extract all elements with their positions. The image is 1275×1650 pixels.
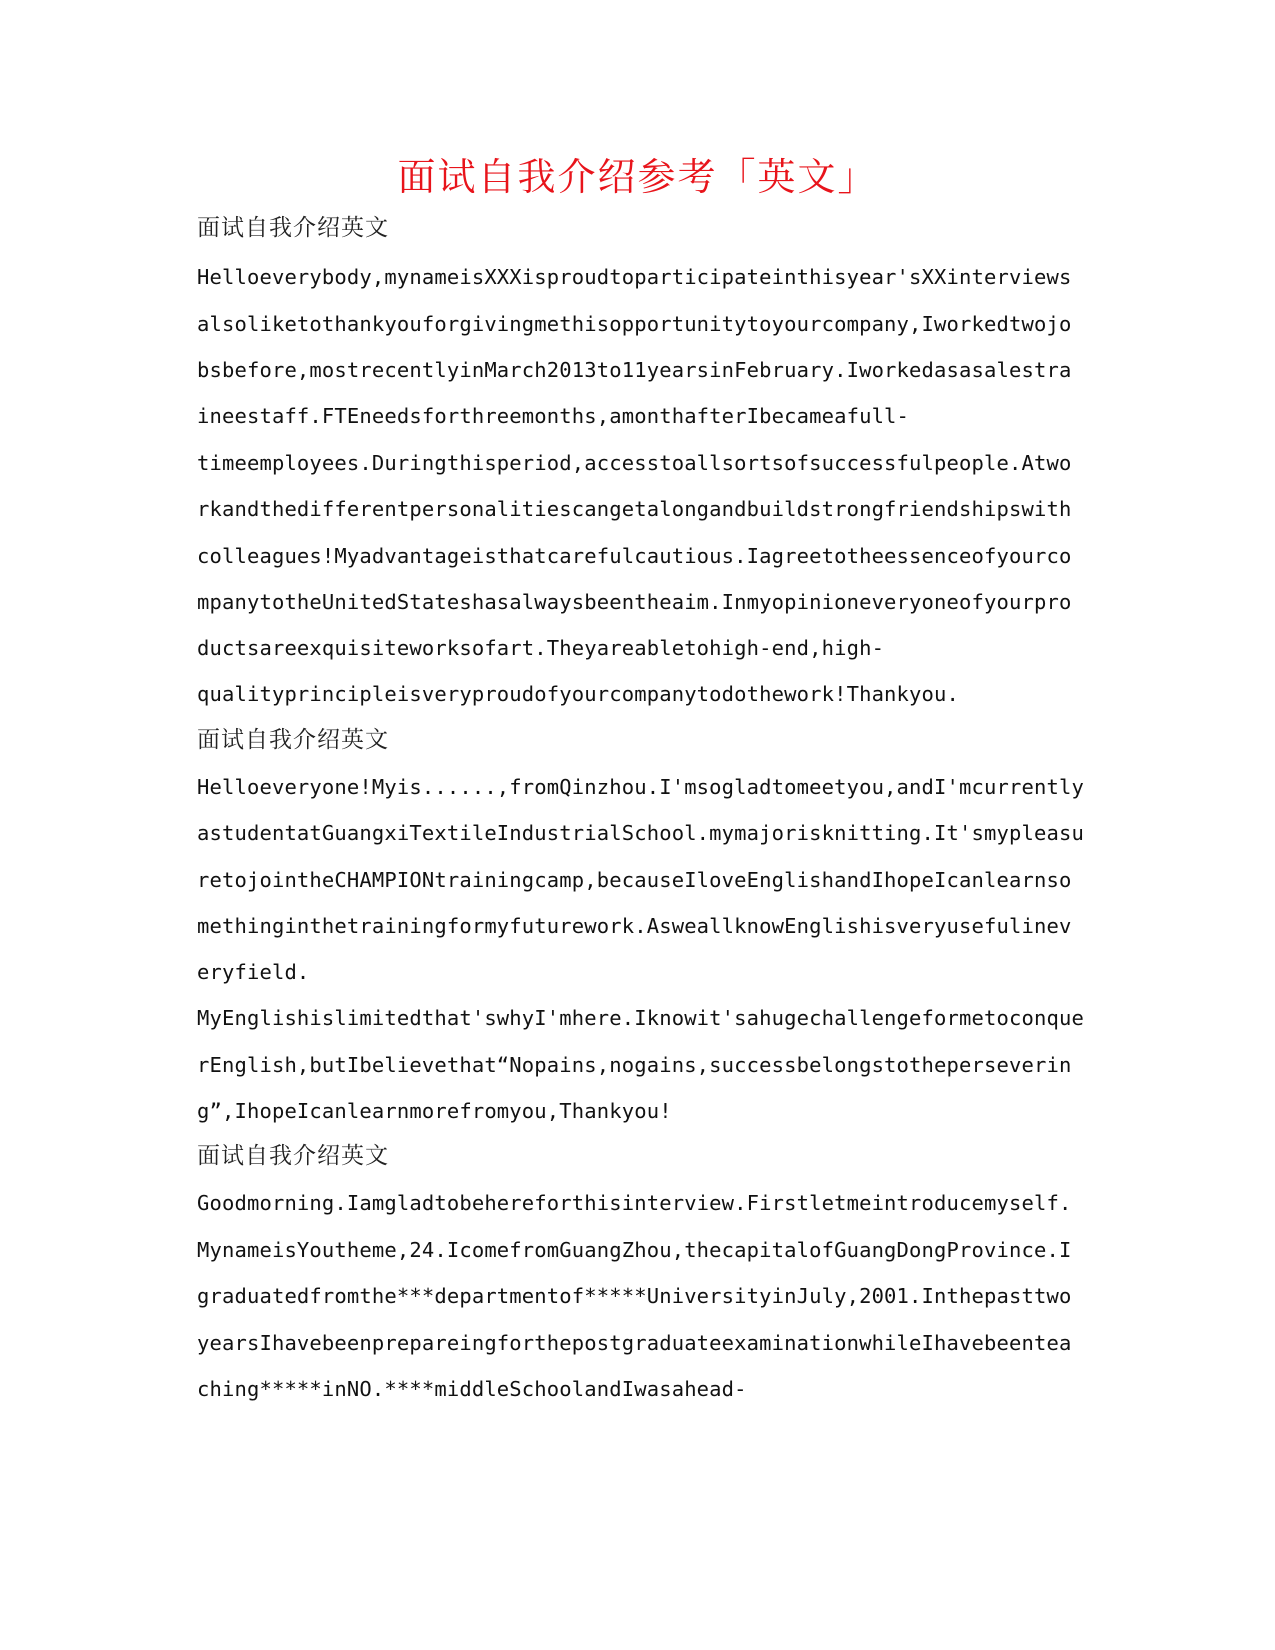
paragraph-line: eryfield. xyxy=(197,960,310,984)
paragraph-line: bsbefore,mostrecentlyinMarch2013to11yearsinFebruary.Iworkedasasalestra xyxy=(197,358,1072,382)
section-heading: 面试自我介绍英文 xyxy=(197,727,389,753)
paragraph-line: rEnglish,butIbelievethat“Nopains,nogains,successbelongstotheperseverin xyxy=(197,1053,1072,1077)
paragraph-line: mpanytotheUnitedStateshasalwaysbeentheaim.Inmyopinioneveryoneofyourpro xyxy=(197,590,1072,614)
paragraph-line: timeemployees.Duringthisperiod,accesstoallsortsofsuccessfulpeople.Atwo xyxy=(197,451,1072,475)
paragraph-line: ductsareexquisiteworksofart.Theyareabletohigh-end,high- xyxy=(197,636,885,660)
paragraph-line: colleagues!Myadvantageisthatcarefulcautious.Iagreetotheessenceofyourco xyxy=(197,544,1072,568)
paragraph-line: retojointheCHAMPIONtrainingcamp,becauseIloveEnglishandIhopeIcanlearnso xyxy=(197,868,1072,892)
paragraph-line: Helloeverybody,mynameisXXXisproudtoparticipateinthisyear'sXXinterviews xyxy=(197,265,1072,289)
section-heading: 面试自我介绍英文 xyxy=(197,1143,389,1169)
paragraph-line: Goodmorning.Iamgladtobehereforthisinterview.Firstletmeintroducemyself. xyxy=(197,1191,1072,1215)
paragraph-line: Helloeveryone!Myis......,fromQinzhou.I'msogladtomeetyou,andI'mcurrently xyxy=(197,775,1084,799)
section-heading: 面试自我介绍英文 xyxy=(197,215,389,241)
paragraph-line: MyEnglishislimitedthat'swhyI'mhere.Iknowit'sahugechallengeformetoconque xyxy=(197,1006,1084,1030)
paragraph-line: rkandthedifferentpersonalitiescangetalongandbuildstrongfriendshipswith xyxy=(197,497,1072,521)
paragraph-line: alsoliketothankyouforgivingmethisopportunitytoyourcompany,Iworkedtwojo xyxy=(197,312,1072,336)
paragraph-line: ineestaff.FTEneedsforthreemonths,amonthafterIbecameafull- xyxy=(197,404,910,428)
paragraph-line: yearsIhavebeenprepareingforthepostgraduateexaminationwhileIhavebeentea xyxy=(197,1331,1072,1355)
paragraph-line: qualityprincipleisveryproudofyourcompanytodothework!Thankyou. xyxy=(197,682,960,706)
paragraph-line: MynameisYoutheme,24.IcomefromGuangZhou,thecapitalofGuangDongProvince.I xyxy=(197,1238,1072,1262)
paragraph-line: astudentatGuangxiTextileIndustrialSchool.mymajorisknitting.It'smypleasu xyxy=(197,821,1084,845)
document-title: 面试自我介绍参考「英文」 xyxy=(397,155,878,199)
paragraph-line: ching*****inNO.****middleSchoolandIwasahead- xyxy=(197,1377,747,1401)
paragraph-line: g”,IhopeIcanlearnmorefromyou,Thankyou! xyxy=(197,1099,672,1123)
paragraph-line: methinginthetrainingformyfuturework.AsweallknowEnglishisveryusefulinev xyxy=(197,914,1072,938)
paragraph-line: graduatedfromthe***departmentof*****UniversityinJuly,2001.Inthepasttwo xyxy=(197,1284,1072,1308)
